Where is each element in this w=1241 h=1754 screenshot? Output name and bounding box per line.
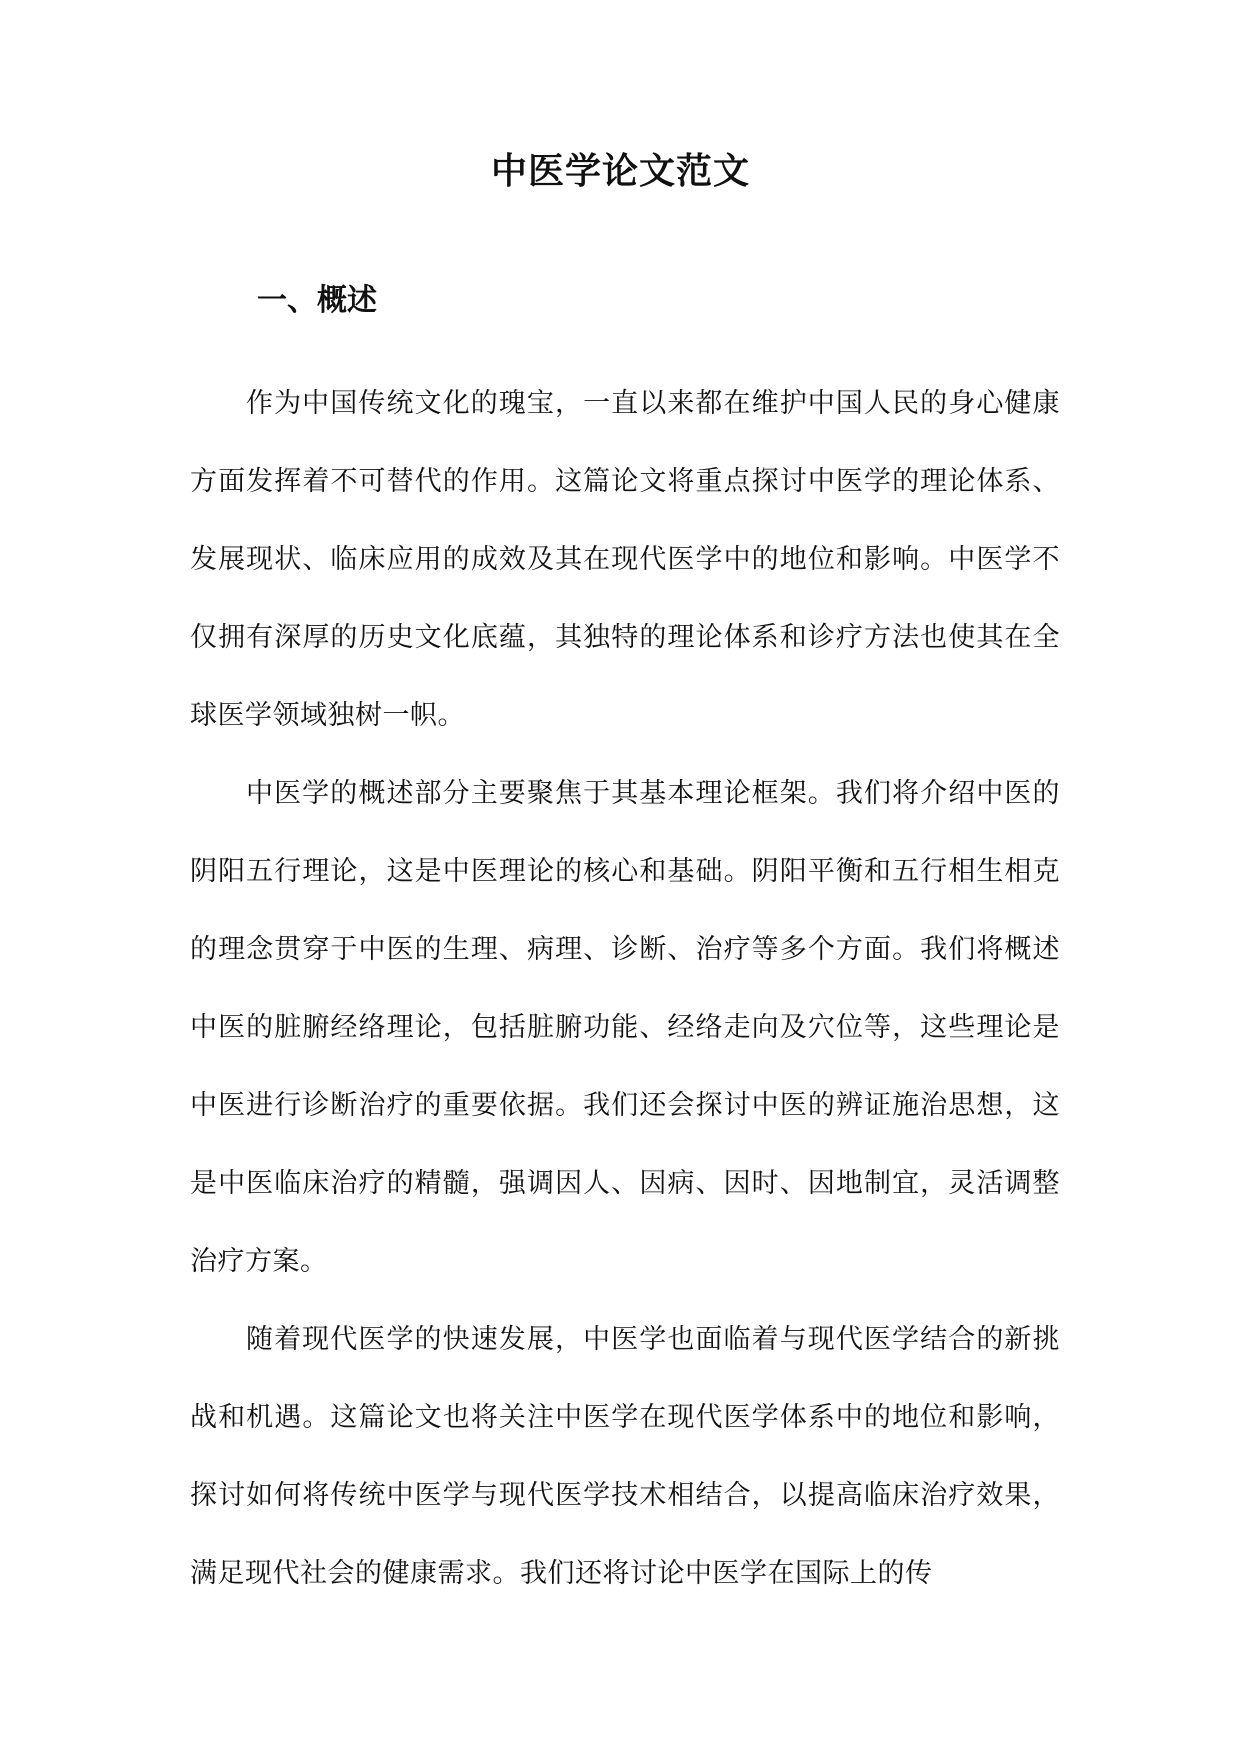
section-heading-overview: 一、概述 [257,283,377,318]
paragraph-1: 作为中国传统文化的瑰宝，一直以来都在维护中国人民的身心健康方面发挥着不可替代的作用。这篇论文将重点探讨中医学的理论体系、发展现状、临床应用的成效及其在现代医学中的地位和影响。中医学不仅拥有深厚的历史文化底蕴，其独特的理论体系和诊疗方法也使其在全球医学领域独树一帜。 [190,388,1060,731]
paragraph-2: 中医学的概述部分主要聚焦于其基本理论框架。我们将介绍中医的阴阳五行理论，这是中医理论的核心和基础。阴阳平衡和五行相生相克的理念贯穿于中医的生理、病理、诊断、治疗等多个方面。我们将概述中医的脏腑经络理论，包括脏腑功能、经络走向及穴位等，这些理论是中医进行诊断治疗的重要依据。我们还会探讨中医的辨证施治思想，这是中医临床治疗的精髓，强调因人、因病、因时、因地制宜，灵活调整治疗方案。 [190,778,1060,1277]
paragraph-3: 随着现代医学的快速发展，中医学也面临着与现代医学结合的新挑战和机遇。这篇论文也将关注中医学在现代医学体系中的地位和影响，探讨如何将传统中医学与现代医学技术相结合，以提高临床治疗效果，满足现代社会的健康需求。我们还将讨论中医学在国际上的传 [190,1324,1060,1589]
document-title: 中医学论文范文 [490,150,750,192]
body-text [190,365,1060,1613]
